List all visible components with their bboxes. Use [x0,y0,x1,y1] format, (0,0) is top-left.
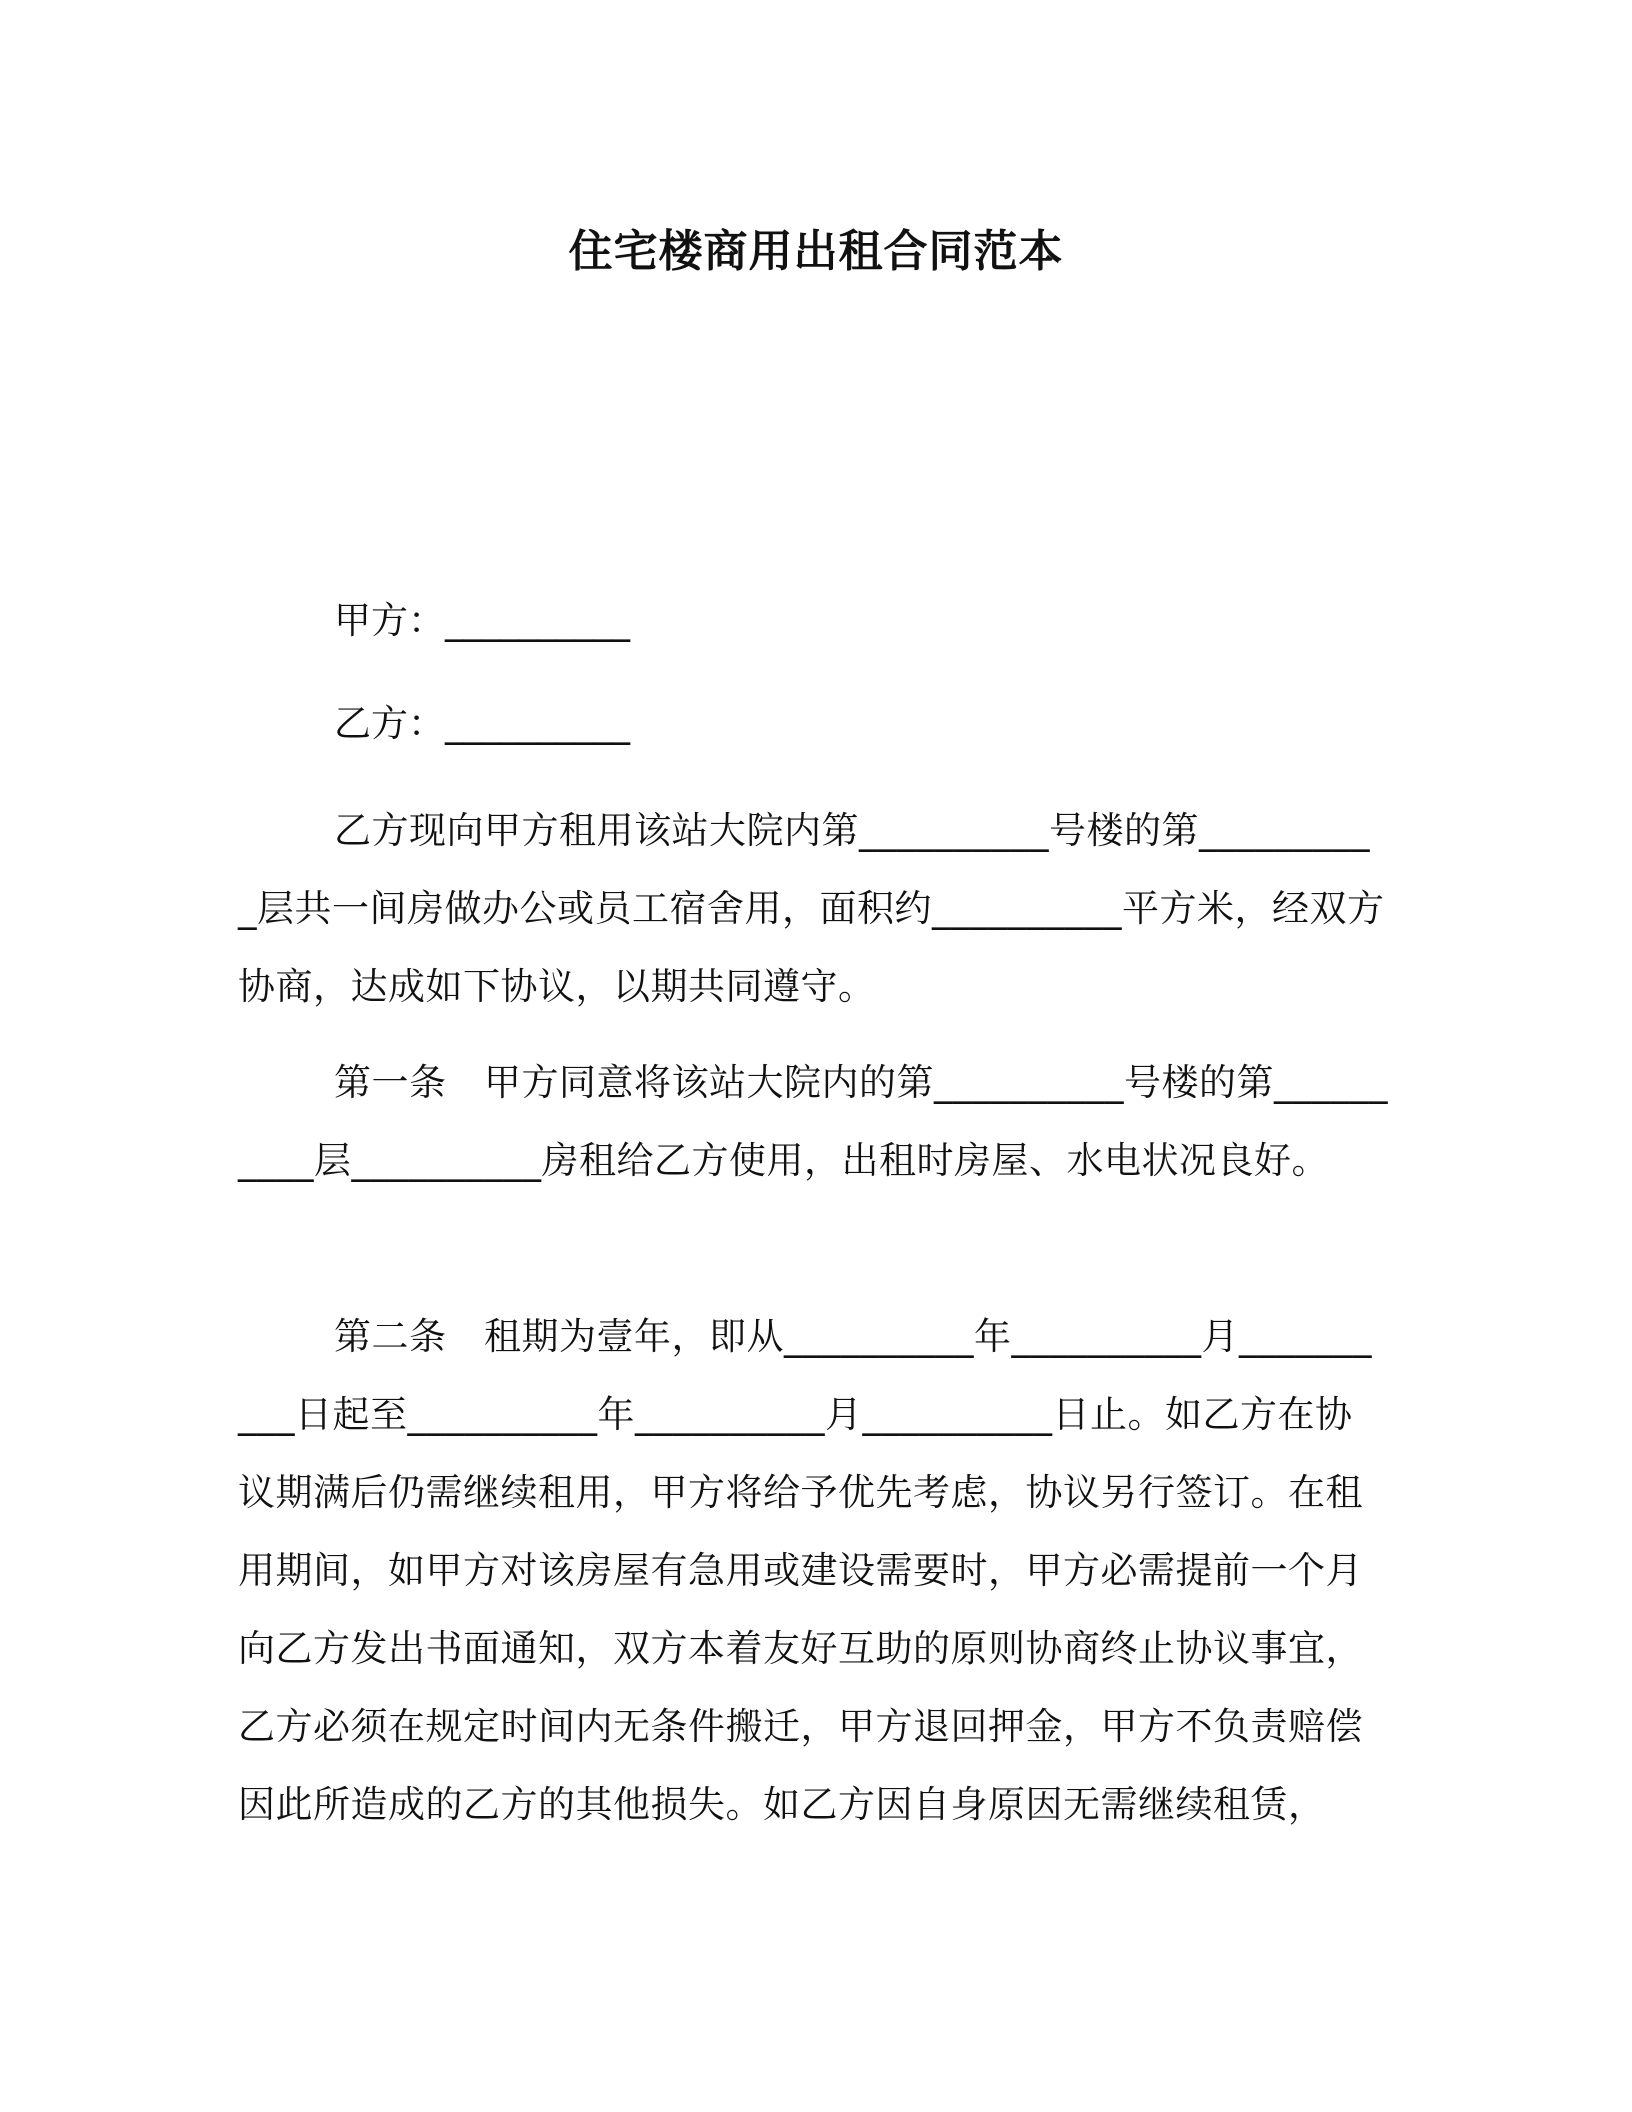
paragraph-text: 第二条 租期为壹年，即从__________年__________月__________日起至__________年__________月__________日止。如乙方在协议期满后仍需继续租用，甲方将给予优先考虑，协议另行签订。在租用期间，如甲方对该房屋有急用或建设需要时，甲方必需提前一个月向乙方发出书面通知，双方本着友好互助的原则协商终止协议事宜，乙方必须在规定时间内无条件搬迁，甲方退回押金，甲方不负责赔偿因此所造成的乙方的其他损失。如乙方因自身原因无需继续租赁， [238,1315,1372,1826]
paragraph-article-1 [238,1044,1388,1200]
document-title: 住宅楼商用出租合同范本 [568,226,1064,277]
paragraph-text: 第一条 甲方同意将该站大院内的第__________号楼的第__________层__________房租给乙方使用，出租时房屋、水电状况良好。 [238,1061,1388,1182]
paragraph-intro [238,792,1388,1026]
paragraph-article-2 [238,1298,1388,1844]
party-b-line: 乙方：__________ [334,702,630,745]
party-a-line: 甲方：__________ [334,599,630,642]
paragraph-text: 乙方现向甲方租用该站大院内第__________号楼的第__________层共一间房做办公或员工宿舍用，面积约__________平方米，经双方协商，达成如下协议，以期共同遵守。 [238,809,1385,1008]
